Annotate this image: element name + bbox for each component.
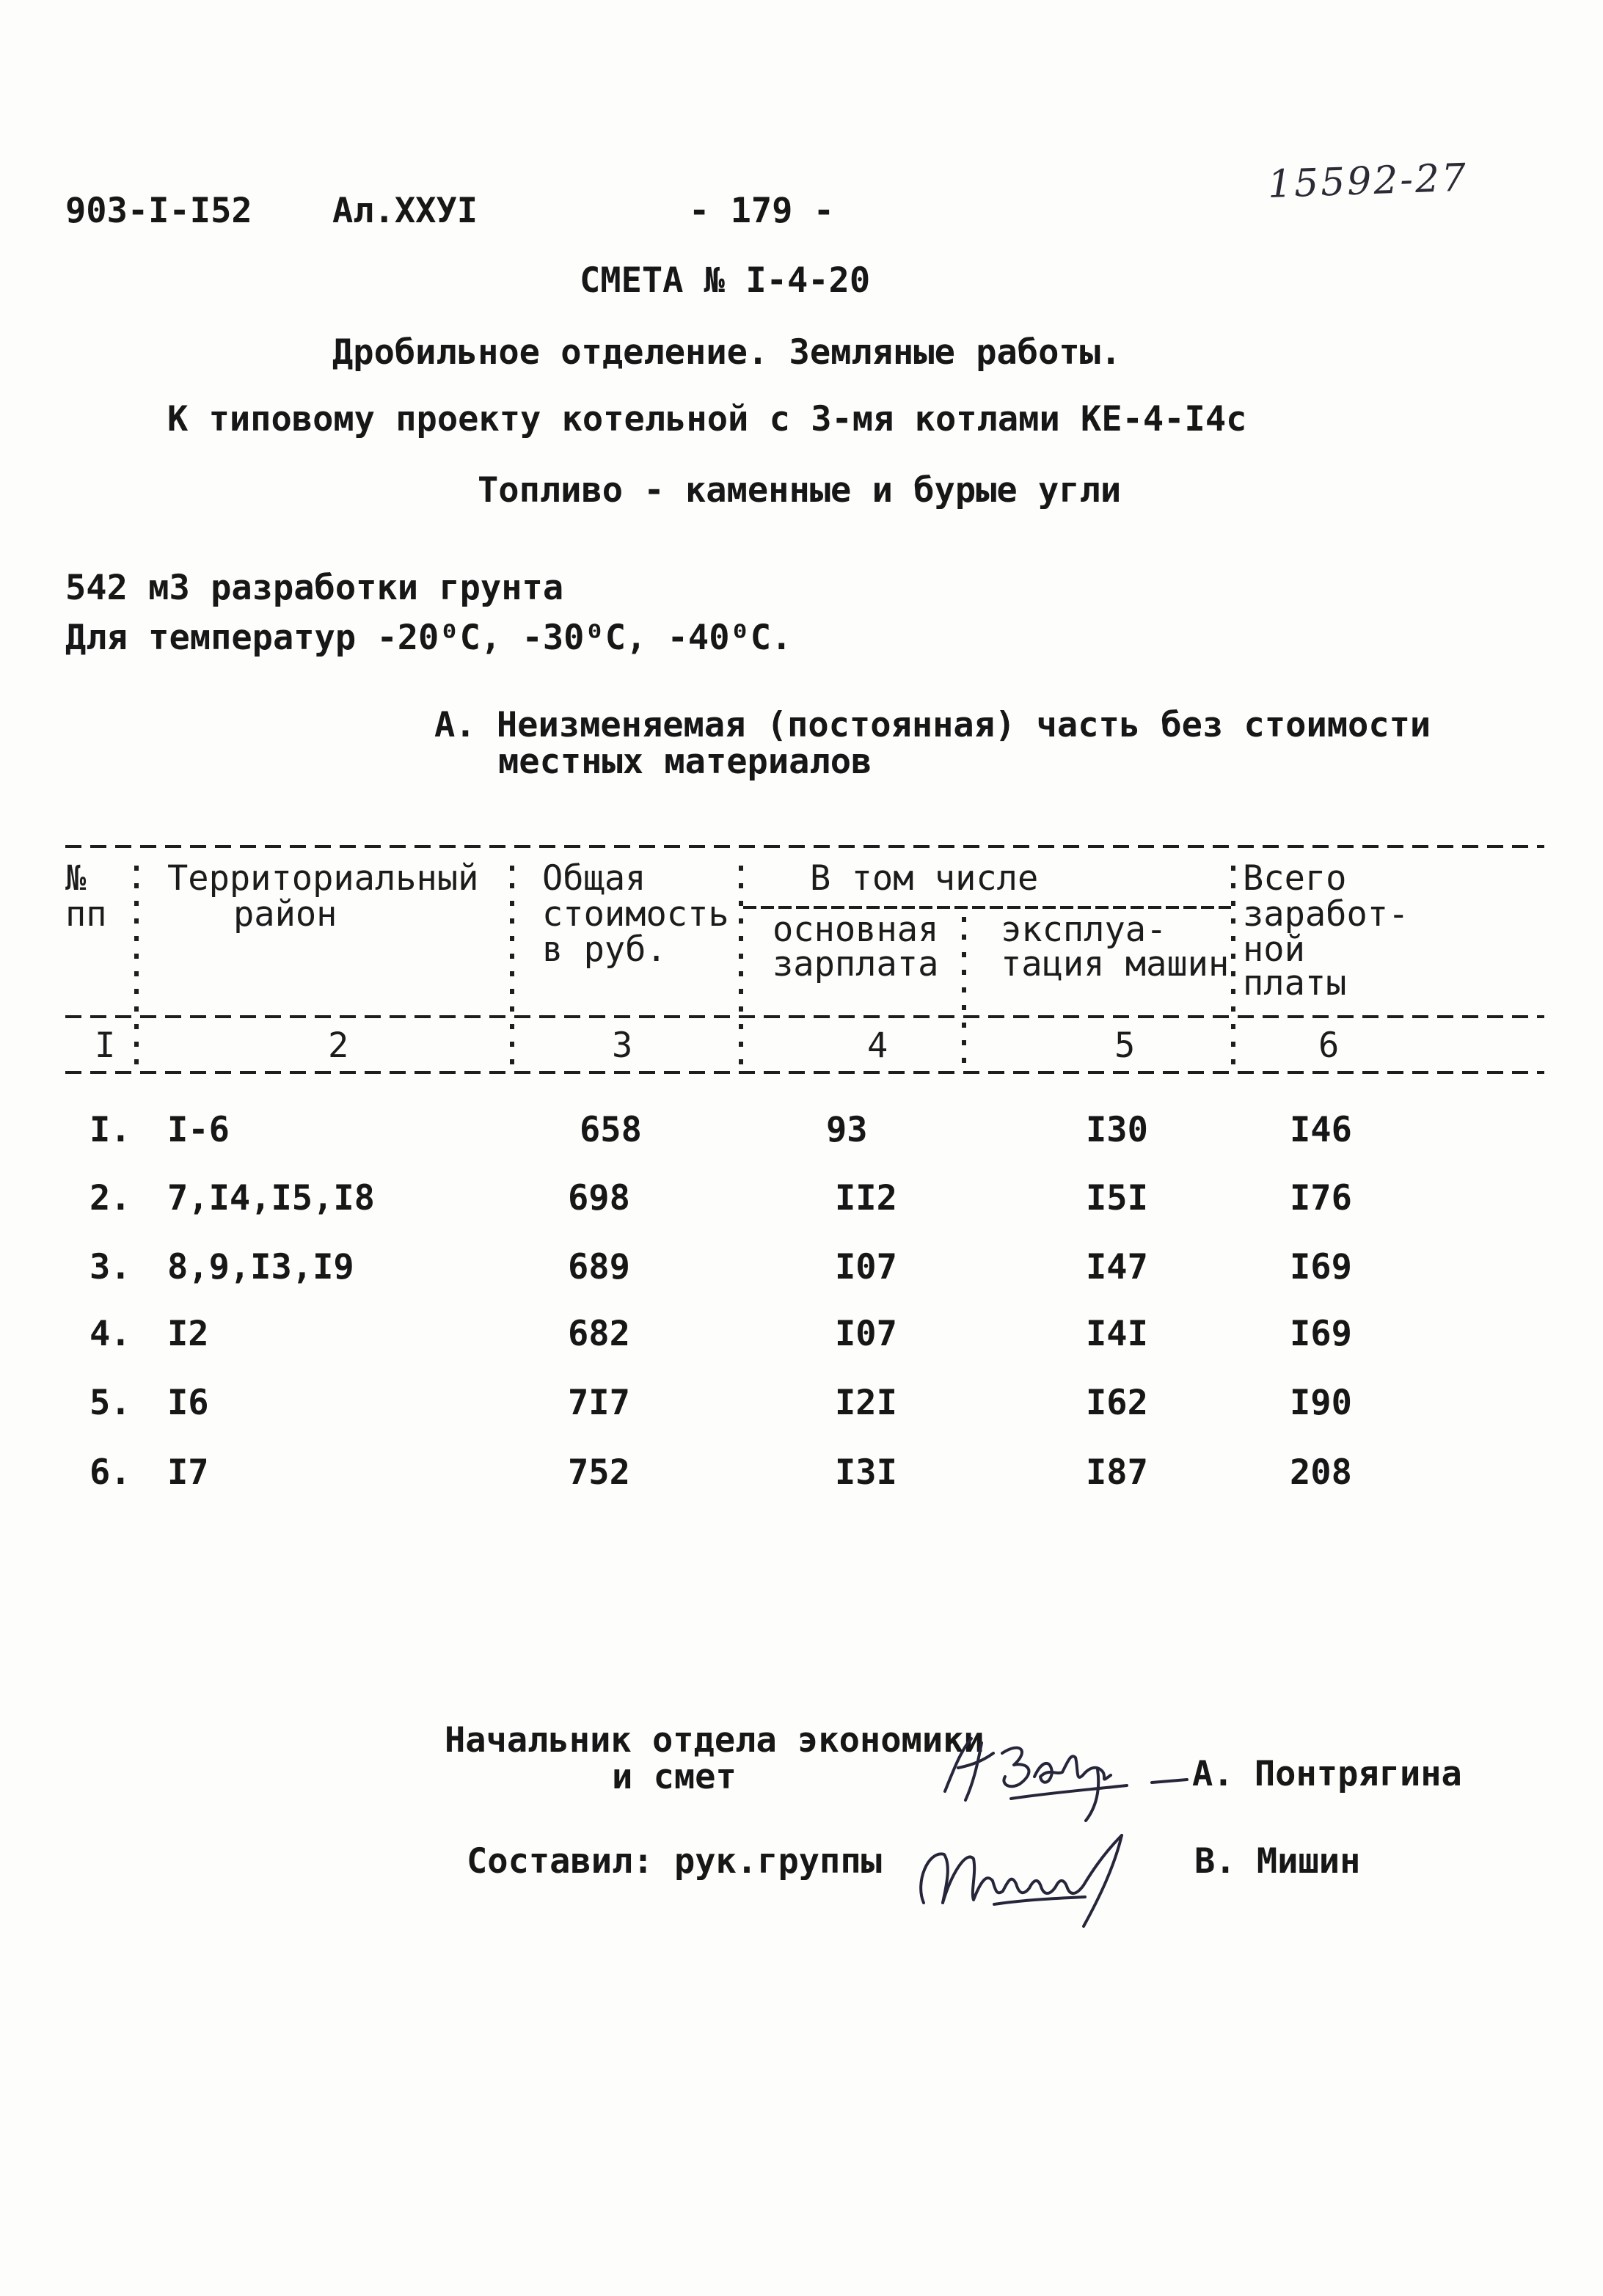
base-wages: II2 (835, 1178, 897, 1218)
head-title-line-2: и смет (612, 1757, 737, 1797)
total-cost: 689 (568, 1247, 630, 1287)
column-separator (1231, 866, 1235, 1072)
total-cost: 7I7 (568, 1383, 630, 1423)
territorial-region: I2 (167, 1314, 209, 1354)
machine-operation: I5I (1086, 1178, 1148, 1218)
compiler-signature (899, 1821, 1155, 1931)
project-code: 903-I-I52 (65, 191, 252, 231)
territorial-region: I7 (167, 1452, 209, 1493)
title-line-3: Топливо - каменные и бурые угли (478, 470, 1122, 511)
header-col1-line1: № (65, 858, 87, 899)
title-line-2: К типовому проекту котельной с 3-мя котлами КЕ-4-I4с (167, 399, 1247, 439)
title-line-1: Дробильное отделение. Земляные работы. (332, 332, 1122, 373)
header-col3-line3: в руб. (542, 929, 667, 970)
header-col2-line1: Территориальный (167, 858, 479, 899)
machine-operation: I47 (1086, 1247, 1148, 1287)
row-number: 2. (90, 1178, 131, 1218)
compiler-name: В. Мишин (1194, 1841, 1361, 1882)
row-number: 4. (90, 1314, 131, 1354)
column-separator (739, 866, 743, 1072)
total-cost: 658 (580, 1110, 642, 1150)
head-title-line-1: Начальник отдела экономики (445, 1720, 985, 1761)
section-heading-line-1: А. Неизменяемая (постоянная) часть без стоимости (434, 705, 1431, 745)
column-number: I (95, 1025, 116, 1066)
section-heading-line-2: местных материалов (498, 742, 872, 782)
total-wages: I69 (1290, 1314, 1352, 1354)
header-col5-line2: тация машин (1001, 944, 1230, 984)
total-cost: 682 (568, 1314, 630, 1354)
total-wages: I90 (1290, 1383, 1352, 1423)
row-number: I. (90, 1110, 131, 1150)
column-number: 5 (1114, 1025, 1136, 1066)
header-col4-line1: основная (773, 910, 939, 950)
header-col6-line1: Всего (1243, 858, 1347, 899)
column-separator (962, 917, 966, 1072)
header-col3-line1: Общая (542, 858, 646, 899)
base-wages: I2I (835, 1383, 897, 1423)
head-signature (932, 1724, 1188, 1827)
header-col2-line2: район (233, 894, 337, 935)
header-group-label: В том числе (810, 858, 1039, 899)
base-wages: I3I (835, 1452, 897, 1493)
row-number: 3. (90, 1247, 131, 1287)
header-col6-line4: платы (1243, 963, 1347, 1003)
head-name: А. Понтрягина (1192, 1754, 1462, 1794)
total-wages: 208 (1290, 1452, 1352, 1493)
total-wages: I46 (1290, 1110, 1352, 1150)
total-cost: 698 (568, 1178, 630, 1218)
column-separator (134, 866, 139, 1072)
header-col6-line3: ной (1243, 929, 1305, 970)
base-wages: I07 (835, 1247, 897, 1287)
column-number: 3 (612, 1025, 633, 1066)
territorial-region: I6 (167, 1383, 209, 1423)
territorial-region: I-6 (167, 1110, 230, 1150)
row-number: 6. (90, 1452, 131, 1493)
machine-operation: I87 (1086, 1452, 1148, 1493)
base-wages: I07 (835, 1314, 897, 1354)
header-col5-line1: эксплуа- (1001, 910, 1167, 950)
estimate-title: СМЕТА № I-4-20 (580, 260, 871, 301)
column-separator (510, 866, 514, 1072)
album-number: Ал.XXУI (332, 191, 478, 231)
row-number: 5. (90, 1383, 131, 1423)
temperatures: Для температур -20⁰С, -30⁰С, -40⁰С. (65, 618, 792, 658)
header-bottom-rule (65, 1015, 1544, 1018)
header-col4-line2: зарплата (773, 944, 939, 984)
header-col6-line2: заработ- (1243, 894, 1409, 935)
compiler-title: Составил: рук.группы (467, 1841, 882, 1882)
column-number: 4 (867, 1025, 888, 1066)
total-wages: I69 (1290, 1247, 1352, 1287)
territorial-region: 8,9,I3,I9 (167, 1247, 354, 1287)
machine-operation: I62 (1086, 1383, 1148, 1423)
column-number: 6 (1318, 1025, 1340, 1066)
numbers-bottom-rule (65, 1071, 1544, 1074)
total-wages: I76 (1290, 1178, 1352, 1218)
machine-operation: I4I (1086, 1314, 1148, 1354)
territorial-region: 7,I4,I5,I8 (167, 1178, 375, 1218)
total-cost: 752 (568, 1452, 630, 1493)
base-wages: 93 (826, 1110, 868, 1150)
group-underline (743, 906, 1231, 909)
machine-operation: I30 (1086, 1110, 1148, 1150)
header-col1-line2: пп (65, 894, 107, 935)
page-number: - 179 - (689, 191, 835, 231)
work-volume: 542 м3 разработки грунта (65, 568, 564, 608)
header-col3-line2: стоимость (542, 894, 729, 935)
table-top-rule (65, 845, 1544, 848)
handwritten-inventory-number: 15592-27 (1266, 156, 1469, 207)
column-number: 2 (328, 1025, 349, 1066)
